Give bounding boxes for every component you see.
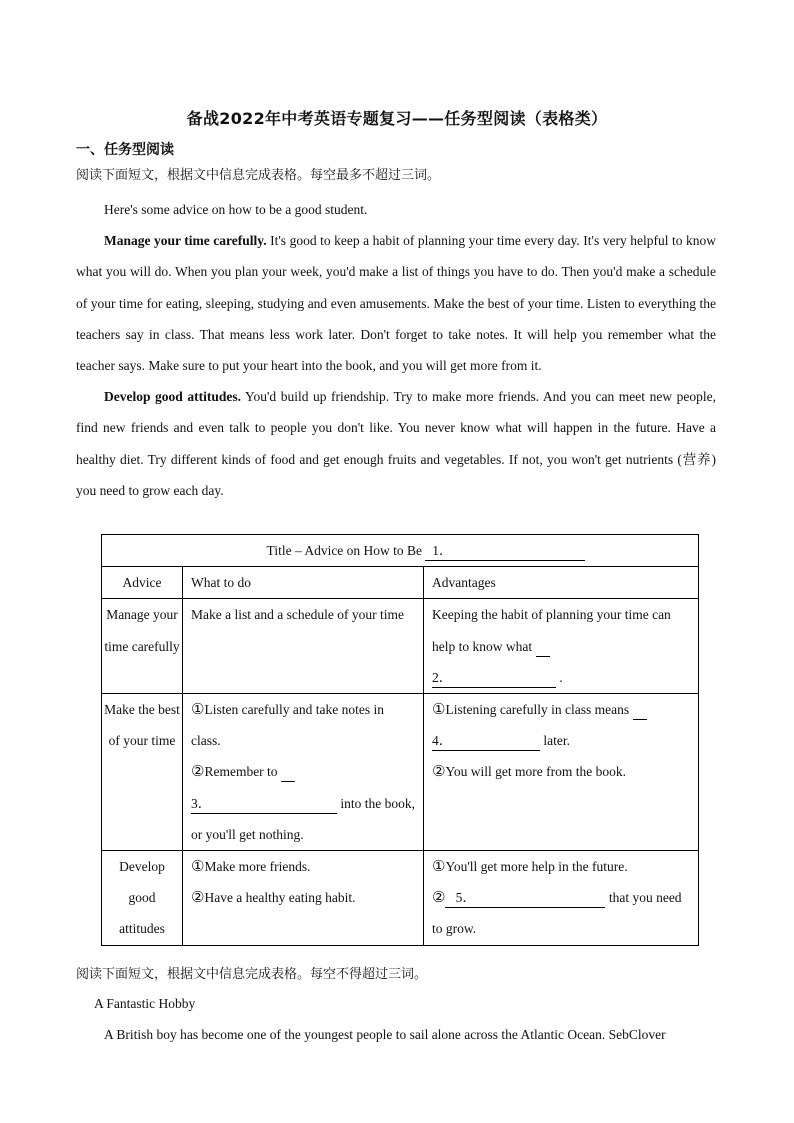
- passage2-first-line: A British boy has become one of the youngest people to sail alone across the Atlantic Ocean. SebClover: [104, 1027, 666, 1042]
- answer-blank-2[interactable]: [432, 669, 556, 688]
- circled-two-icon: ②: [432, 888, 446, 907]
- advantage-text: Keeping the habit of planning your time can help to know what: [432, 607, 671, 654]
- todo-text: Listen carefully and take notes in class.: [191, 702, 385, 749]
- advantage-cell: [424, 851, 699, 946]
- instruction-2: 阅读下面短文，根据文中信息完成表格。每空不得超过三词。: [76, 967, 428, 982]
- table-title-cell: [102, 535, 699, 567]
- paragraph-heading: Manage your time carefully.: [104, 233, 267, 249]
- passage2-title: A Fantastic Hobby: [94, 996, 196, 1011]
- passage-paragraph-attitudes: [76, 381, 716, 506]
- circled-one-icon: ①: [191, 700, 205, 719]
- advantage-end: that you need to grow.: [432, 890, 682, 937]
- paragraph-body: It's good to keep a habit of planning your time every day. It's very helpful to know what you will do. When you plan your week, you'd make a list of things you have to do. Then you'd make a schedule of your time for eating, sleeping, studying and even amusements. Make the best of your time. Listen to everything the teachers say in class. That means less work later. Don't forget to take notes. It will help you remember what the teacher says. Make sure to put your heart into the book, and you will get more from it.: [76, 233, 716, 374]
- todo-cell: [183, 851, 424, 946]
- circled-one-icon: ①: [191, 857, 205, 876]
- todo-text: Make more friends.: [204, 859, 311, 875]
- todo-text: Remember to: [204, 764, 278, 780]
- reading-passage: [76, 194, 716, 506]
- section-heading: 一、任务型阅读: [76, 142, 174, 158]
- circled-two-icon: ②: [191, 888, 205, 907]
- page-title: 备战2022年中考英语专题复习——任务型阅读（表格类）: [186, 109, 608, 128]
- task-table: [101, 534, 699, 946]
- circled-two-icon: ②: [432, 762, 446, 781]
- blank-number: 4．: [432, 733, 453, 749]
- paragraph-heading: Develop good attitudes.: [104, 389, 241, 405]
- advantage-text: Listening carefully in class means: [445, 702, 630, 718]
- underline-stub: [633, 701, 647, 720]
- advantage-text: You'll get more help in the future.: [445, 859, 628, 875]
- blank-number: 3．: [191, 795, 212, 811]
- header-advice: Advice: [102, 567, 183, 599]
- advantage-end: .: [559, 669, 563, 685]
- paragraph-body: You'd build up friendship. Try to make more friends. And you can meet new people, find new friends and even talk to people you don't like. You never know what will happen in the future. Have a healthy diet. Try different kinds of food and get enough fruits and vegetables. If not, you won't get nutrients (营养) you need to grow each day.: [76, 389, 716, 498]
- todo-text-end: into the book, or you'll get nothing.: [191, 795, 415, 842]
- advantage-cell: [424, 599, 699, 694]
- advice-cell: Make the best of your time: [102, 694, 183, 851]
- circled-one-icon: ①: [432, 700, 446, 719]
- advantage-text: You will get more from the book.: [445, 764, 626, 780]
- passage-paragraph-time: [76, 225, 716, 381]
- todo-cell: [183, 694, 424, 851]
- underline-stub: [536, 638, 550, 657]
- answer-blank-5[interactable]: [445, 889, 605, 908]
- blank-number: 1．: [432, 543, 453, 558]
- advantage-end: later.: [540, 733, 570, 749]
- todo-text: Have a healthy eating habit.: [204, 890, 356, 906]
- blank-number: 2．: [432, 669, 453, 685]
- table-title-row: [102, 535, 699, 567]
- table-header-row: [102, 567, 699, 599]
- advantage-cell: [424, 694, 699, 851]
- instruction-1: 阅读下面短文，根据文中信息完成表格。每空最多不超过三词。: [76, 168, 441, 183]
- todo-cell: Make a list and a schedule of your time: [183, 599, 424, 694]
- table-row: [102, 599, 699, 694]
- blank-number: 5．: [455, 890, 476, 906]
- advice-cell: Manage your time carefully: [102, 599, 183, 694]
- advice-cell: Develop good attitudes: [102, 851, 183, 946]
- header-advantages: Advantages: [424, 567, 699, 599]
- table-title-text: Title – Advice on How to Be: [266, 543, 426, 558]
- header-what-to-do: What to do: [183, 567, 424, 599]
- answer-blank-4[interactable]: [432, 732, 540, 751]
- answer-blank-3[interactable]: [191, 795, 337, 814]
- table-row: [102, 694, 699, 851]
- table-row: [102, 851, 699, 946]
- underline-stub: [281, 763, 295, 782]
- circled-one-icon: ①: [432, 857, 446, 876]
- circled-two-icon: ②: [191, 762, 205, 781]
- passage-intro: Here's some advice on how to be a good student.: [104, 202, 368, 217]
- answer-blank-1[interactable]: [425, 542, 585, 561]
